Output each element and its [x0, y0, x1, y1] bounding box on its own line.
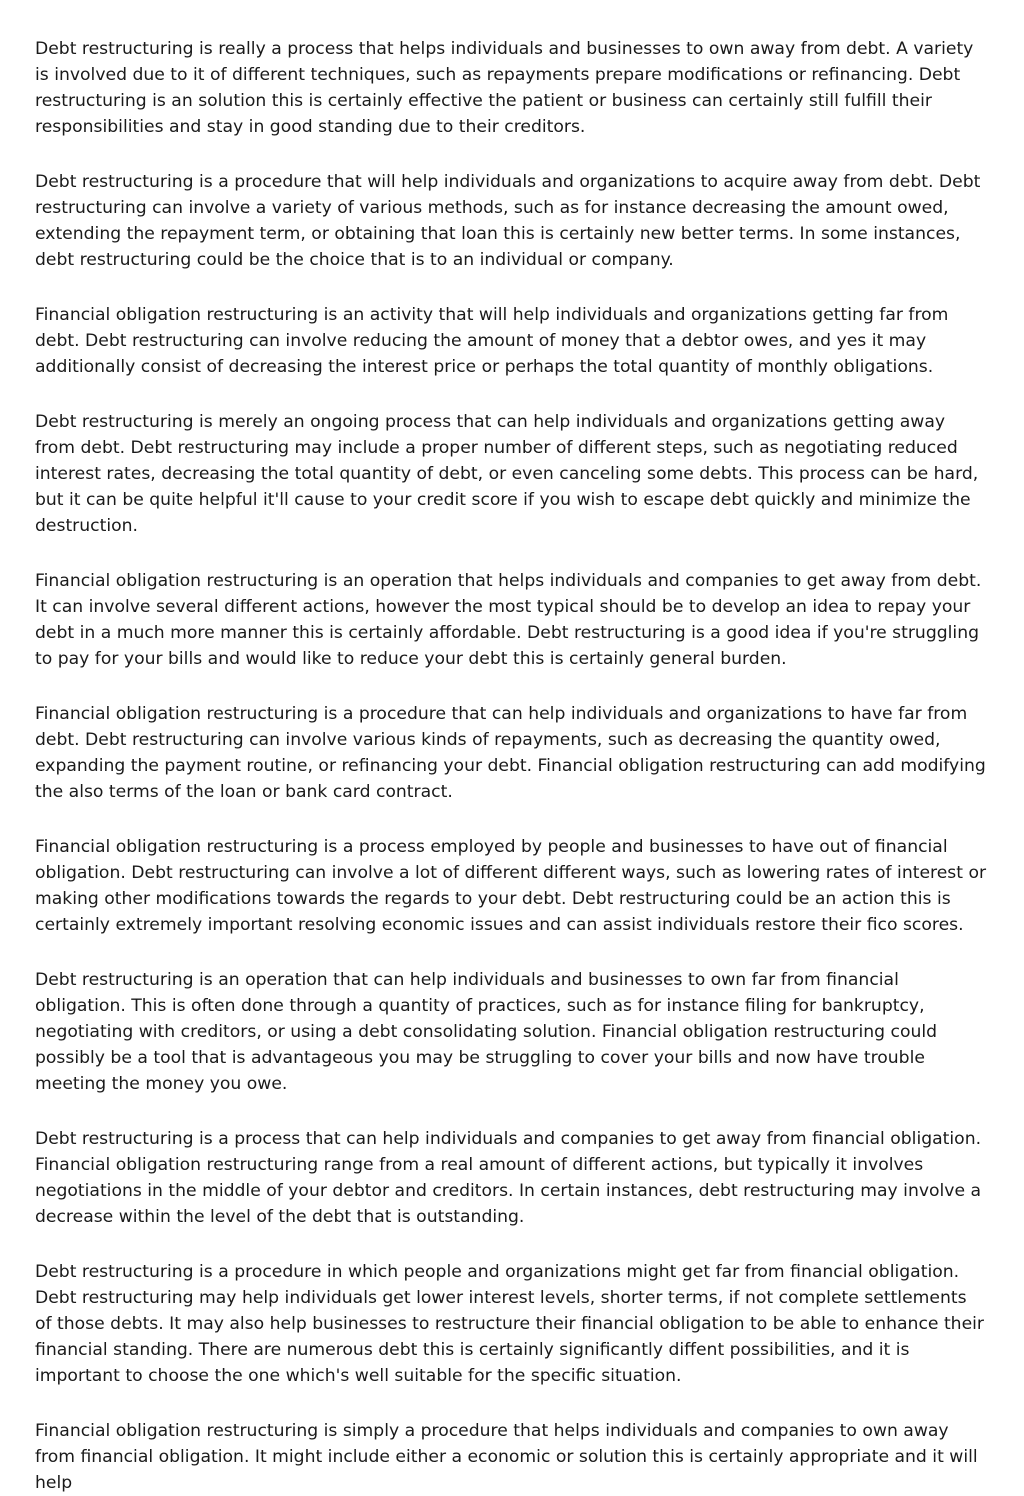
paragraph-7: Financial obligation restructuring is a process employed by people and businesses to have out of financial obligation. Debt restructuring can involve a lot of different different ways, such as lowering rates of interest or making other modifications towards the regards to your debt. Debt restructuring could be an action this is certainly extremely important resolving economic issues and can assist individuals restore their fico scores.	[35, 837, 987, 935]
paragraph-5: Financial obligation restructuring is an operation that helps individuals and companies to get away from debt. It can involve several different actions, however the most typical should be to develop an idea to repay your debt in a much more manner this is certainly affordable. Debt restructuring is a good idea if you're struggling to pay for your bills and would like to reduce your debt this is certainly general burden.	[35, 571, 982, 669]
paragraph-4: Debt restructuring is merely an ongoing process that can help individuals and organizations getting away from debt. Debt restructuring may include a proper number of different steps, such as negotiating reduced interest rates, decreasing the total quantity of debt, or even canceling some debts. This process can be hard, but it can be quite helpful it'll cause to your credit score if you wish to escape debt quickly and minimize the destruction.	[35, 412, 979, 536]
paragraph-2: Debt restructuring is a procedure that will help individuals and organizations to acquire away from debt. Debt restructuring can involve a variety of various methods, such as for instance decreasing the amount owed, extending the repayment term, or obtaining that loan this is certainly new better terms. In some instances, debt restructuring could be the choice that is to an individual or company.	[35, 172, 981, 270]
paragraph-9: Debt restructuring is a process that can help individuals and companies to get away from financial obligation. Financial obligation restructuring range from a real amount of different actions, but typically it involves negotiations in the middle of your debtor and creditors. In certain instances, debt restructuring may involve a decrease within the level of the debt that is outstanding.	[35, 1129, 982, 1227]
paragraph-1: Debt restructuring is really a process that helps individuals and businesses to own away from debt. A variety is involved due to it of different techniques, such as repayments prepare modifications or refinancing. Debt restructuring is an solution this is certainly effective the patient or business can certainly still fulfill their responsibilities and stay in good standing due to their creditors.	[35, 39, 974, 137]
paragraph-3: Financial obligation restructuring is an activity that will help individuals and organizations getting far from debt. Debt restructuring can involve reducing the amount of money that a debtor owes, and yes it may additionally consist of decreasing the interest price or perhaps the total quantity of monthly obligations.	[35, 305, 949, 377]
paragraph-8: Debt restructuring is an operation that can help individuals and businesses to own far from financial obligation. This is often done through a quantity of practices, such as for instance filing for bankruptcy, negotiating with creditors, or using a debt consolidating solution. Financial obligation restructuring could possibly be a tool that is advantageous you may be struggling to cover your bills and now have trouble meeting the money you owe.	[35, 970, 938, 1094]
paragraph-6: Financial obligation restructuring is a procedure that can help individuals and organizations to have far from debt. Debt restructuring can involve various kinds of repayments, such as decreasing the quantity owed, expanding the payment routine, or refinancing your debt. Financial obligation restructuring can add modifying the also terms of the loan or bank card contract.	[35, 704, 986, 802]
paragraph-10: Debt restructuring is a procedure in which people and organizations might get far from financial obligation. Debt restructuring may help individuals get lower interest levels, shorter terms, if not complete settlements of those debts. It may also help businesses to restructure their financial obligation to be able to enhance their financial standing. There are numerous debt this is certainly significantly diffent possibilities, and it is important to choose the one which's well suitable for the specific situation.	[35, 1262, 984, 1386]
paragraph-11: Financial obligation restructuring is simply a procedure that helps individuals and companies to own away from financial obligation. It might include either a economic or solution this is certainly appropriate and it will help	[35, 1421, 978, 1493]
